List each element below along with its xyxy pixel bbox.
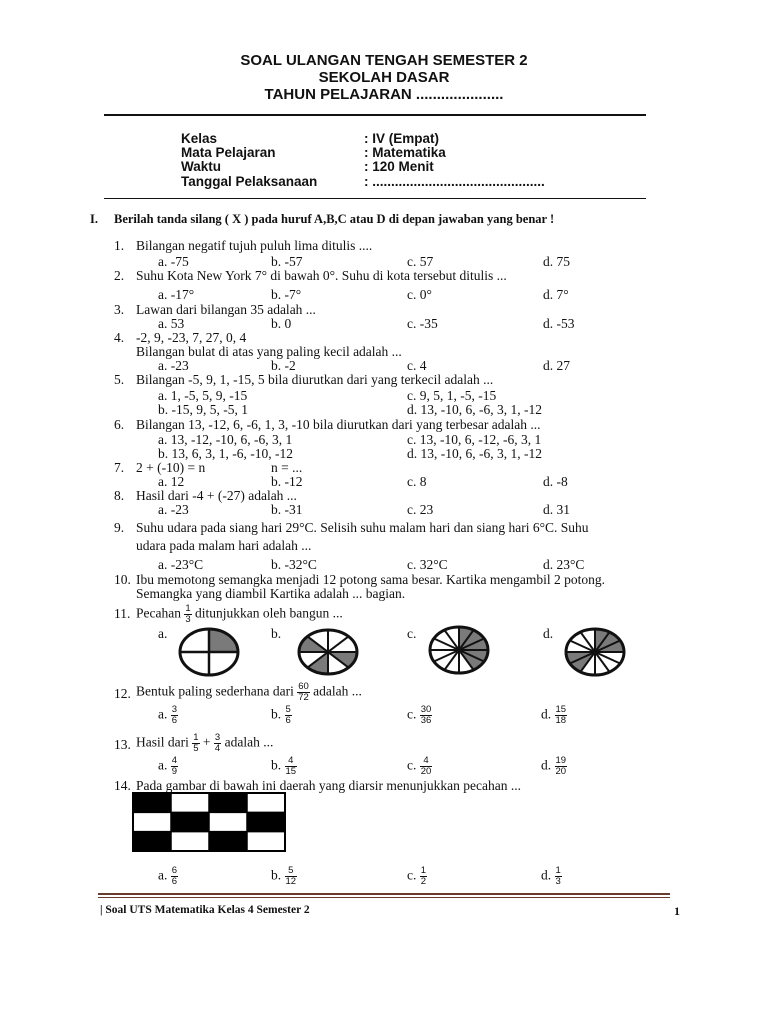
q2-option-c: c. 0° [407,287,432,302]
q11-option-d: d. [543,626,554,641]
q12-option-b-label: b. [271,706,282,722]
q13-option-d-fraction [555,756,568,777]
q12-b-den: 6 [285,715,291,726]
q13-c-num: 4 [420,756,433,767]
q9-text2: udara pada malam hari adalah ... [136,538,312,553]
q9-option-a: a. -23°C [158,557,204,572]
school-year: TAHUN PELAJARAN ..................... [264,86,504,103]
q3-option-a: a. 53 [158,316,185,331]
q14-b-num: 5 [285,866,298,877]
q1-option-c: c. 57 [407,254,434,269]
q3-text: Lawan dari bilangan 35 adalah ... [136,302,316,317]
q13-option-a-fraction [171,756,178,777]
q14-option-c-label: c. [407,867,417,883]
q11-stem [136,604,343,625]
q13-c-den: 20 [420,766,432,777]
q2-option-a: a. -17° [158,287,195,302]
q13-stem [136,733,273,754]
q13-f2-num: 3 [214,732,221,743]
q4-option-a: a. -23 [158,358,189,373]
info-value-kelas: : IV (Empat) [364,131,440,146]
q13-option-b [271,756,297,777]
info-label-tanggal: Tanggal Pelaksanaan [181,174,318,189]
q14-option-a-fraction [171,866,178,887]
q14-b-den: 12 [285,876,297,887]
q4-number: 4. [114,330,125,345]
q13-pre: Hasil dari [136,734,189,750]
q13-option-a [158,756,178,777]
q13-option-d-label: d. [541,757,552,773]
q12-b-num: 5 [285,704,291,715]
header-divider [104,114,646,116]
q14-a-den: 6 [171,876,178,887]
q14-option-d-fraction [555,866,562,887]
q12-number: 12. [114,686,131,701]
q13-d-num: 19 [555,755,567,766]
q12-c-den: 36 [420,715,432,726]
info-value-waktu: : 120 Menit [364,159,434,174]
q14-option-b [271,866,297,887]
q4-option-c: c. 4 [407,358,427,373]
q13-option-a-label: a. [158,757,168,773]
q8-option-c: c. 23 [407,502,434,517]
q7-option-a: a. 12 [158,474,185,489]
q11-option-c: c. [407,626,417,641]
q12-option-d-label: d. [541,706,552,722]
q3-number: 3. [114,302,125,317]
q13-number: 13. [114,737,131,752]
q9-option-d: d. 23°C [543,557,585,572]
q14-option-d [541,866,562,887]
q5-number: 5. [114,372,125,387]
q12-d-den: 18 [555,715,567,726]
q12-fraction-num: 60 [298,681,309,692]
q3-option-d: d. -53 [543,316,575,331]
q1-text: Bilangan negatif tujuh puluh lima ditulis .... [136,238,373,253]
q11-fraction-num: 1 [185,603,191,614]
q12-option-d-fraction [555,705,568,726]
q8-option-a: a. -23 [158,502,189,517]
q11-circle-d [564,626,626,678]
q10-text2: Semangka yang diambil Kartika adalah ... bagian. [136,586,406,601]
q7-option-d: d. -8 [543,474,568,489]
q12-option-c [407,705,432,726]
q5-option-a: a. 1, -5, 5, 9, -15 [158,388,248,403]
q6-option-b: b. 13, 6, 3, 1, -6, -10, -12 [158,446,293,461]
q13-plus: + [202,734,211,750]
info-divider [104,198,646,199]
info-label-waktu: Waktu [181,159,221,174]
q12-a-den: 6 [171,715,178,726]
q4-text2: Bilangan bulat di atas yang paling kecil adalah ... [136,344,402,359]
q13-fraction-1 [192,733,199,754]
q12-option-c-fraction [420,705,433,726]
q13-option-c [407,756,432,777]
q13-d-den: 20 [555,766,567,777]
q10-number: 10. [114,572,131,587]
q12-option-a-label: a. [158,706,168,722]
q9-number: 9. [114,520,125,535]
q11-option-a: a. [158,626,168,641]
q3-option-b: b. 0 [271,316,292,331]
q8-option-d: d. 31 [543,502,570,517]
q1-option-b: b. -57 [271,254,303,269]
footer-rule-thick [98,893,670,895]
q1-option-d: d. 75 [543,254,570,269]
section-number: I. [90,212,98,226]
page-number: 1 [674,904,680,918]
q14-option-a [158,866,178,887]
q6-option-c: c. 13, -10, 6, -12, -6, 3, 1 [407,432,542,447]
q4-text: -2, 9, -23, 7, 27, 0, 4 [136,330,247,345]
q12-option-b-fraction [285,705,292,726]
q2-option-b: b. -7° [271,287,302,302]
exam-title: SOAL ULANGAN TENGAH SEMESTER 2 [240,52,528,69]
q14-option-b-label: b. [271,867,282,883]
q12-post: adalah ... [313,683,362,699]
q5-option-c: c. 9, 5, 1, -5, -15 [407,388,497,403]
q11-post: ditunjukkan oleh bangun ... [195,605,343,621]
q14-number: 14. [114,778,131,793]
q11-pre: Pecahan [136,605,181,621]
q14-a-num: 6 [171,865,178,876]
q6-number: 6. [114,417,125,432]
q2-number: 2. [114,268,125,283]
q8-option-b: b. -31 [271,502,303,517]
q11-circle-a [178,626,240,678]
q14-d-den: 3 [555,876,561,887]
q4-option-b: b. -2 [271,358,296,373]
q13-a-den: 9 [171,766,178,777]
q7-option-c: c. 8 [407,474,427,489]
info-value-tanggal: : .............................................. [364,174,545,189]
q13-option-b-fraction [285,756,298,777]
q12-option-a [158,705,178,726]
q7-text: 2 + (-10) = n [136,460,206,475]
q12-a-num: 3 [171,704,178,715]
q6-option-a: a. 13, -12, -10, 6, -6, 3, 1 [158,432,293,447]
q12-option-a-fraction [171,705,178,726]
q5-option-b: b. -15, 9, 5, -5, 1 [158,402,248,417]
q14-c-den: 2 [420,876,427,887]
q13-fraction-2 [214,733,221,754]
footer-rule-thin [98,897,670,898]
q12-fraction-den: 72 [298,692,309,703]
q9-option-c: c. 32°C [407,557,448,572]
q12-fraction [297,682,310,703]
q13-f2-den: 4 [214,743,221,754]
q11-option-b: b. [271,626,282,641]
q6-text: Bilangan 13, -12, 6, -6, 1, 3, -10 bila diurutkan dari yang terbesar adalah ... [136,417,541,432]
q13-option-d [541,756,567,777]
q13-option-b-label: b. [271,757,282,773]
q12-stem [136,682,362,703]
q8-number: 8. [114,488,125,503]
info-label-mapel: Mata Pelajaran [181,145,276,160]
q13-b-den: 15 [285,766,297,777]
q11-fraction-den: 3 [185,614,191,625]
school-level: SEKOLAH DASAR [318,69,450,86]
q5-text: Bilangan -5, 9, 1, -15, 5 bila diurutkan dari yang terkecil adalah ... [136,372,494,387]
q12-d-num: 15 [555,704,567,715]
footer-title: | Soal UTS Matematika Kelas 4 Semester 2 [100,904,310,916]
q7-text2: n = ... [271,460,303,475]
q11-circle-c [428,624,490,676]
q10-text: Ibu memotong semangka menjadi 12 potong sama besar. Kartika mengambil 2 potong. [136,572,606,587]
q14-option-a-label: a. [158,867,168,883]
q14-option-c-fraction [420,866,427,887]
q12-c-num: 30 [420,704,432,715]
q12-pre: Bentuk paling sederhana dari [136,683,294,699]
q12-option-b [271,705,292,726]
q12-option-d [541,705,567,726]
q11-circle-b [298,628,358,676]
q9-text: Suhu udara pada siang hari 29°C. Selisih suhu malam hari dan siang hari 6°C. Suhu [136,520,589,535]
q7-option-b: b. -12 [271,474,303,489]
q3-option-c: c. -35 [407,316,438,331]
q14-option-d-label: d. [541,867,552,883]
q13-b-num: 4 [285,756,298,767]
q1-number: 1. [114,238,125,253]
q7-number: 7. [114,460,125,475]
q6-option-d: d. 13, -10, 6, -6, 3, 1, -12 [407,446,542,461]
info-label-kelas: Kelas [181,131,218,146]
q14-d-num: 1 [555,865,561,876]
q14-checkerboard [132,792,286,852]
q13-option-c-fraction [420,756,433,777]
q5-option-d: d. 13, -10, 6, -6, 3, 1, -12 [407,402,542,417]
info-value-mapel: : Matematika [364,145,446,160]
q4-option-d: d. 27 [543,358,570,373]
q13-option-c-label: c. [407,757,417,773]
q9-option-b: b. -32°C [271,557,317,572]
q2-option-d: d. 7° [543,287,569,302]
q14-text: Pada gambar di bawah ini daerah yang diarsir menunjukkan pecahan ... [136,778,521,793]
q2-text: Suhu Kota New York 7° di bawah 0°. Suhu di kota tersebut ditulis ... [136,268,507,283]
q14-option-c [407,866,427,887]
q13-a-num: 4 [171,755,178,766]
q14-c-num: 1 [420,865,427,876]
q14-option-b-fraction [285,866,298,887]
q1-option-a: a. -75 [158,254,189,269]
section-instruction: Berilah tanda silang ( X ) pada huruf A,B,C atau D di depan jawaban yang benar ! [114,212,555,226]
q11-number: 11. [114,606,131,621]
q13-f1-den: 5 [193,743,199,754]
q13-f1-num: 1 [193,732,199,743]
q8-text: Hasil dari -4 + (-27) adalah ... [136,488,297,503]
q13-post: adalah ... [224,734,274,750]
q11-fraction [184,604,191,625]
q12-option-c-label: c. [407,706,417,722]
